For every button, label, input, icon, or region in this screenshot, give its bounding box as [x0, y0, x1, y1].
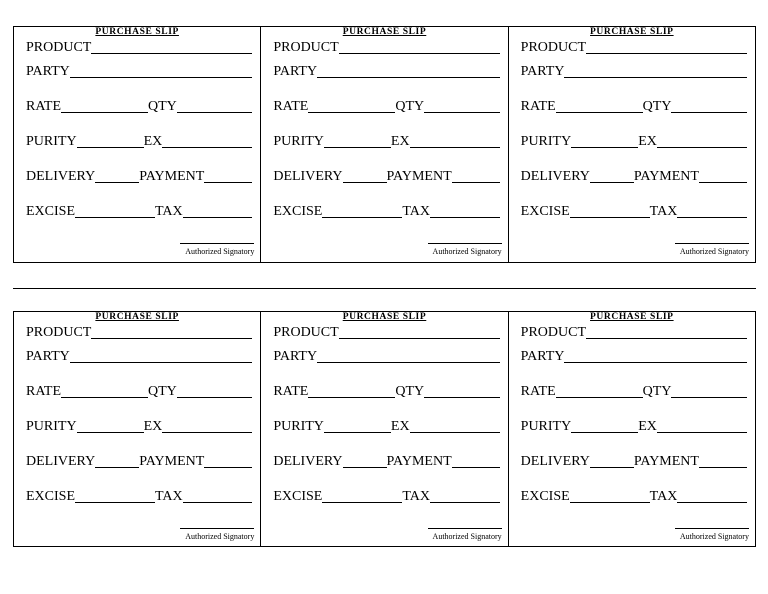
cut-line-divider — [13, 288, 756, 289]
ex-field[interactable] — [162, 135, 252, 148]
tax-field[interactable] — [183, 490, 253, 503]
delivery-field[interactable] — [343, 170, 387, 183]
excise-tax-row — [521, 489, 747, 505]
party-field[interactable] — [317, 350, 500, 363]
qty-label: QTY — [148, 384, 177, 399]
purchase-slip — [14, 312, 260, 546]
purchase-slip — [508, 312, 755, 546]
party-field[interactable] — [70, 65, 253, 78]
excise-field[interactable] — [75, 205, 155, 218]
delivery-label: DELIVERY — [520, 169, 590, 184]
party-row — [26, 349, 252, 365]
product-field[interactable] — [339, 41, 500, 54]
purity-ex-row — [26, 134, 252, 150]
excise-label: EXCISE — [520, 204, 570, 219]
ex-label: EX — [390, 134, 410, 149]
tax-field[interactable] — [430, 490, 500, 503]
purity-label: PURITY — [520, 419, 572, 434]
product-label: PRODUCT — [520, 40, 587, 55]
purity-label: PURITY — [26, 419, 77, 434]
purity-ex-row — [521, 419, 747, 435]
excise-label: EXCISE — [26, 489, 75, 504]
purchase-slip — [508, 27, 755, 262]
product-row — [273, 325, 499, 341]
ex-field[interactable] — [657, 135, 747, 148]
purity-label: PURITY — [273, 419, 324, 434]
authorized-signatory-label: Authorized Signatory — [679, 247, 749, 256]
ex-label: EX — [638, 134, 657, 149]
rate-label: RATE — [26, 99, 61, 114]
payment-field[interactable] — [699, 170, 747, 183]
purity-field[interactable] — [324, 420, 391, 433]
ex-field[interactable] — [162, 420, 252, 433]
authorized-signatory-label: Authorized Signatory — [185, 532, 255, 541]
qty-label: QTY — [148, 99, 177, 114]
signature-line[interactable] — [180, 243, 254, 244]
payment-field[interactable] — [452, 170, 500, 183]
purity-field[interactable] — [571, 135, 638, 148]
purchase-slip — [260, 312, 507, 546]
signature-line[interactable] — [675, 528, 749, 529]
slip-title: PURCHASE SLIP — [590, 27, 674, 37]
delivery-payment-row — [26, 169, 252, 185]
ex-label: EX — [143, 134, 163, 149]
party-field[interactable] — [317, 65, 500, 78]
excise-tax-row — [273, 204, 499, 220]
purity-ex-row — [273, 419, 499, 435]
rate-field[interactable] — [61, 100, 148, 113]
ex-field[interactable] — [657, 420, 747, 433]
authorized-signatory-label: Authorized Signatory — [432, 247, 502, 256]
delivery-label: DELIVERY — [520, 454, 590, 469]
delivery-field[interactable] — [95, 170, 139, 183]
tax-label: TAX — [649, 489, 678, 504]
delivery-label: DELIVERY — [273, 454, 343, 469]
delivery-payment-row — [521, 169, 747, 185]
party-label: PARTY — [26, 349, 70, 364]
tax-field[interactable] — [430, 205, 500, 218]
party-row — [273, 64, 499, 80]
rate-label: RATE — [520, 99, 556, 114]
slip-sheet-bottom — [13, 311, 756, 547]
purity-field[interactable] — [324, 135, 391, 148]
rate-qty-row — [273, 99, 499, 115]
excise-tax-row — [26, 204, 252, 220]
product-label: PRODUCT — [273, 325, 339, 340]
product-label: PRODUCT — [273, 40, 339, 55]
rate-field[interactable] — [308, 100, 395, 113]
party-field[interactable] — [564, 350, 747, 363]
qty-field[interactable] — [671, 385, 747, 398]
tax-field[interactable] — [183, 205, 253, 218]
excise-field[interactable] — [75, 490, 155, 503]
product-row — [273, 40, 499, 56]
payment-label: PAYMENT — [386, 454, 452, 469]
qty-field[interactable] — [177, 385, 253, 398]
product-row — [521, 40, 747, 56]
qty-label: QTY — [642, 384, 672, 399]
delivery-payment-row — [26, 454, 252, 470]
excise-field[interactable] — [322, 490, 402, 503]
slip-title: PURCHASE SLIP — [342, 312, 427, 322]
product-field[interactable] — [91, 41, 252, 54]
party-field[interactable] — [564, 65, 747, 78]
excise-label: EXCISE — [26, 204, 75, 219]
ex-label: EX — [143, 419, 163, 434]
delivery-field[interactable] — [95, 455, 139, 468]
purchase-slip — [260, 27, 507, 262]
rate-qty-row — [521, 99, 747, 115]
payment-field[interactable] — [452, 455, 500, 468]
excise-tax-row — [521, 204, 747, 220]
party-row — [521, 349, 747, 365]
ex-label: EX — [638, 419, 657, 434]
signature-line[interactable] — [428, 243, 502, 244]
purchase-slip — [14, 27, 260, 262]
tax-label: TAX — [649, 204, 678, 219]
product-field[interactable] — [339, 326, 500, 339]
qty-label: QTY — [395, 384, 425, 399]
ex-field[interactable] — [410, 420, 500, 433]
delivery-payment-row — [521, 454, 747, 470]
purity-field[interactable] — [77, 135, 144, 148]
ex-label: EX — [390, 419, 410, 434]
rate-label: RATE — [273, 99, 309, 114]
product-label: PRODUCT — [26, 40, 92, 55]
qty-label: QTY — [642, 99, 672, 114]
rate-field[interactable] — [61, 385, 148, 398]
payment-label: PAYMENT — [139, 454, 205, 469]
rate-label: RATE — [273, 384, 309, 399]
party-label: PARTY — [520, 349, 565, 364]
slip-sheet-top — [13, 26, 756, 263]
product-field[interactable] — [91, 326, 252, 339]
signature-line[interactable] — [428, 528, 502, 529]
rate-field[interactable] — [556, 385, 643, 398]
qty-field[interactable] — [671, 100, 747, 113]
payment-label: PAYMENT — [633, 169, 699, 184]
authorized-signatory-label: Authorized Signatory — [679, 532, 749, 541]
rate-field[interactable] — [556, 100, 643, 113]
rate-qty-row — [521, 384, 747, 400]
authorized-signatory-label: Authorized Signatory — [432, 532, 502, 541]
party-label: PARTY — [26, 64, 70, 79]
product-label: PRODUCT — [26, 325, 92, 340]
product-label: PRODUCT — [520, 325, 587, 340]
excise-field[interactable] — [322, 205, 402, 218]
qty-field[interactable] — [424, 100, 500, 113]
party-label: PARTY — [273, 349, 318, 364]
purity-label: PURITY — [273, 134, 324, 149]
delivery-field[interactable] — [590, 455, 634, 468]
party-row — [26, 64, 252, 80]
party-field[interactable] — [70, 350, 253, 363]
rate-qty-row — [273, 384, 499, 400]
delivery-payment-row — [273, 169, 499, 185]
product-row — [521, 325, 747, 341]
ex-field[interactable] — [410, 135, 500, 148]
rate-field[interactable] — [308, 385, 395, 398]
qty-field[interactable] — [424, 385, 500, 398]
party-row — [521, 64, 747, 80]
excise-label: EXCISE — [273, 489, 323, 504]
slip-title: PURCHASE SLIP — [95, 312, 179, 322]
payment-label: PAYMENT — [633, 454, 699, 469]
product-row — [26, 325, 252, 341]
purity-ex-row — [273, 134, 499, 150]
party-label: PARTY — [273, 64, 318, 79]
delivery-field[interactable] — [343, 455, 387, 468]
excise-label: EXCISE — [273, 204, 323, 219]
excise-tax-row — [26, 489, 252, 505]
tax-label: TAX — [155, 489, 183, 504]
rate-qty-row — [26, 384, 252, 400]
payment-field[interactable] — [204, 455, 252, 468]
signature-line[interactable] — [180, 528, 254, 529]
authorized-signatory-label: Authorized Signatory — [185, 247, 255, 256]
tax-field[interactable] — [677, 490, 747, 503]
payment-label: PAYMENT — [139, 169, 205, 184]
excise-field[interactable] — [570, 490, 650, 503]
tax-label: TAX — [402, 489, 430, 504]
product-field[interactable] — [586, 326, 747, 339]
excise-tax-row — [273, 489, 499, 505]
slip-title: PURCHASE SLIP — [590, 312, 674, 322]
rate-label: RATE — [520, 384, 556, 399]
payment-field[interactable] — [204, 170, 252, 183]
payment-field[interactable] — [699, 455, 747, 468]
rate-qty-row — [26, 99, 252, 115]
payment-label: PAYMENT — [386, 169, 452, 184]
delivery-payment-row — [273, 454, 499, 470]
purity-ex-row — [521, 134, 747, 150]
party-label: PARTY — [520, 64, 565, 79]
purity-field[interactable] — [571, 420, 638, 433]
tax-field[interactable] — [677, 205, 747, 218]
product-row — [26, 40, 252, 56]
product-field[interactable] — [586, 41, 747, 54]
purity-ex-row — [26, 419, 252, 435]
qty-label: QTY — [395, 99, 425, 114]
purity-label: PURITY — [26, 134, 77, 149]
slip-title: PURCHASE SLIP — [95, 27, 179, 37]
slip-title: PURCHASE SLIP — [342, 27, 427, 37]
tax-label: TAX — [402, 204, 430, 219]
tax-label: TAX — [155, 204, 183, 219]
excise-field[interactable] — [570, 205, 650, 218]
purity-label: PURITY — [520, 134, 572, 149]
delivery-label: DELIVERY — [26, 454, 96, 469]
signature-line[interactable] — [675, 243, 749, 244]
delivery-label: DELIVERY — [26, 169, 96, 184]
excise-label: EXCISE — [520, 489, 570, 504]
delivery-field[interactable] — [590, 170, 634, 183]
rate-label: RATE — [26, 384, 61, 399]
purity-field[interactable] — [77, 420, 144, 433]
party-row — [273, 349, 499, 365]
delivery-label: DELIVERY — [273, 169, 343, 184]
qty-field[interactable] — [177, 100, 253, 113]
